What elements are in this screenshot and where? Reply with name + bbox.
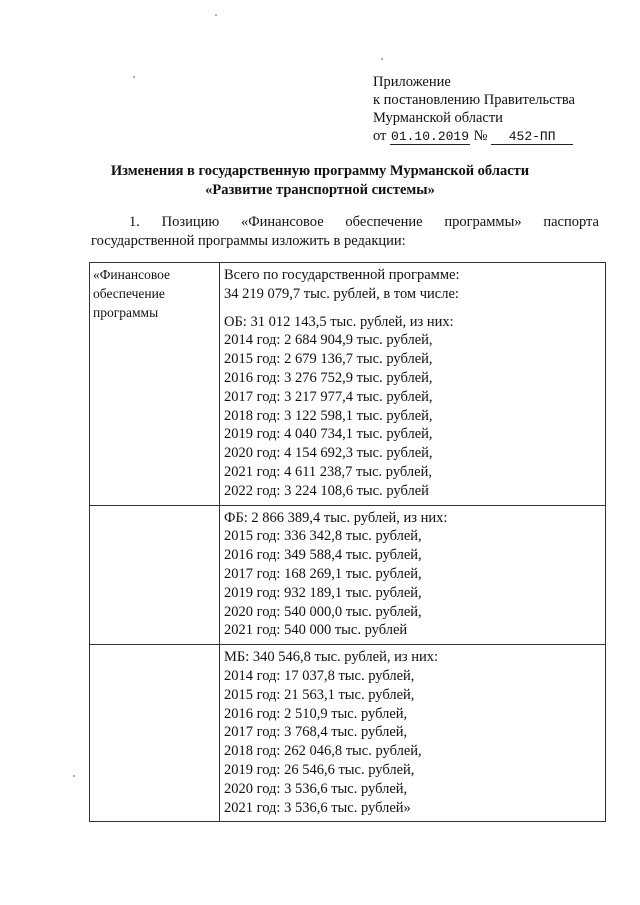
fb-line: 2020 год: 540 000,0 тыс. рублей, xyxy=(224,603,422,620)
mb-cell xyxy=(220,645,606,822)
number-sign: № xyxy=(473,128,488,144)
scan-speck xyxy=(381,58,383,60)
mb-line: 2020 год: 3 536,6 тыс. рублей, xyxy=(224,780,408,797)
intro-line-1: 1. Позицию «Финансовое обеспечение программы» паспорта xyxy=(129,214,599,230)
total-ob-cell xyxy=(220,263,606,506)
scan-speck xyxy=(133,76,135,78)
ob-line: 2017 год: 3 217 977,4 тыс. рублей, xyxy=(224,388,433,405)
label-line: программы xyxy=(93,304,159,320)
ob-line: 2021 год: 4 611 238,7 тыс. рублей, xyxy=(224,463,432,480)
table-row xyxy=(90,645,606,822)
from-prefix: от xyxy=(373,128,387,144)
ob-line: 2014 год: 2 684 904,9 тыс. рублей, xyxy=(224,332,433,349)
table-row xyxy=(90,505,606,645)
title-line-1: Изменения в государственную программу Мурманской области xyxy=(110,163,530,179)
financing-table xyxy=(89,262,606,822)
label-cell xyxy=(90,263,220,506)
ob-line: ОБ: 31 012 143,5 тыс. рублей, из них: xyxy=(224,313,454,330)
scan-speck xyxy=(73,775,75,777)
mb-line: 2021 год: 3 536,6 тыс. рублей» xyxy=(224,799,411,816)
title-line-2: «Развитие транспортной системы» xyxy=(205,182,435,198)
mb-line: 2018 год: 262 046,8 тыс. рублей, xyxy=(224,743,422,760)
ob-line: 2015 год: 2 679 136,7 тыс. рублей, xyxy=(224,351,433,368)
empty-label-cell xyxy=(90,505,220,645)
intro-line-2: государственной программы изложить в редакции: xyxy=(91,233,406,249)
fb-cell xyxy=(220,505,606,645)
total-line: Всего по государственной программе: xyxy=(224,267,460,283)
appendix-date-line xyxy=(373,127,575,145)
fb-line: ФБ: 2 866 389,4 тыс. рублей, из них: xyxy=(224,509,448,526)
ob-line: 2016 год: 3 276 752,9 тыс. рублей, xyxy=(224,369,433,386)
fb-line: 2015 год: 336 342,8 тыс. рублей, xyxy=(224,528,422,545)
scan-speck xyxy=(215,14,217,16)
label-line: обеспечение xyxy=(93,285,165,301)
appendix-title: Приложение xyxy=(373,74,451,90)
mb-line: 2017 год: 3 768,4 тыс. рублей, xyxy=(224,724,408,741)
mb-line: 2019 год: 26 546,6 тыс. рублей, xyxy=(224,761,415,778)
decree-date: 01.10.2019 xyxy=(391,129,470,144)
mb-line: МБ: 340 546,8 тыс. рублей, из них: xyxy=(224,649,438,666)
intro-paragraph xyxy=(91,213,599,251)
document-title xyxy=(60,162,580,200)
mb-line: 2014 год: 17 037,8 тыс. рублей, xyxy=(224,667,415,684)
fb-line: 2017 год: 168 269,1 тыс. рублей, xyxy=(224,565,422,582)
ob-line: 2022 год: 3 224 108,6 тыс. рублей xyxy=(224,482,429,499)
mb-line: 2015 год: 21 563,1 тыс. рублей, xyxy=(224,686,415,703)
label-line: «Финансовое xyxy=(93,267,171,282)
empty-label-cell xyxy=(90,645,220,822)
fb-line: 2019 год: 932 189,1 тыс. рублей, xyxy=(224,584,422,601)
ob-line: 2019 год: 4 040 734,1 тыс. рублей, xyxy=(224,426,433,443)
decree-number: 452-ПП xyxy=(491,129,573,145)
appendix-decree-line: к постановлению Правительства xyxy=(373,92,575,108)
fb-line: 2021 год: 540 000 тыс. рублей xyxy=(224,622,408,639)
ob-line: 2020 год: 4 154 692,3 тыс. рублей, xyxy=(224,445,433,462)
appendix-region-line: Мурманской области xyxy=(373,110,503,126)
ob-line: 2018 год: 3 122 598,1 тыс. рублей, xyxy=(224,407,433,424)
table-row xyxy=(90,263,606,506)
mb-line: 2016 год: 2 510,9 тыс. рублей, xyxy=(224,705,408,722)
total-line: 34 219 079,7 тыс. рублей, в том числе: xyxy=(224,285,459,302)
appendix-header xyxy=(373,73,575,145)
fb-line: 2016 год: 349 588,4 тыс. рублей, xyxy=(224,547,422,564)
